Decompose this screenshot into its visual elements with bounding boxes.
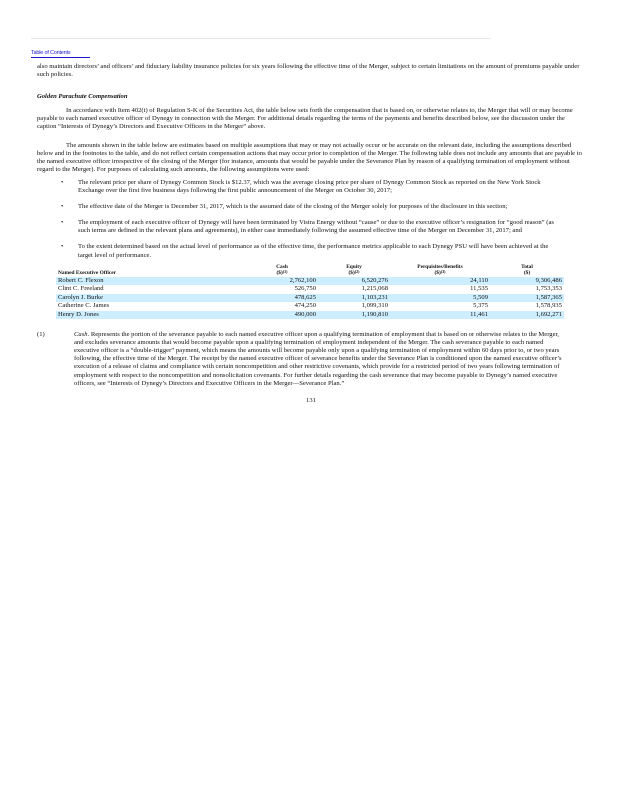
table-row [56,277,564,285]
intro-paragraph-2: The amounts shown in the table below are estimates based on multiple assumptions that may or may not actually occur or be accurate on the relevant date, including the assumptions described below and in the footnotes to the table, and do not reflect certain compensation actions that may occur prior to completion of the Merger. The following table does not include any amounts that are payable to the named executive officer irrespective of the closing of the Merger (for instance, amounts that would be payable under the Severance Plan by reason of a qualifying termination of employment without regard to the Merger). For purposes of calculating such amounts, the following assumptions were used: [37,141,582,173]
table-row [56,311,564,319]
table-row [56,285,564,293]
header-name: Named Executive Officer [58,269,117,276]
table-of-contents-link[interactable]: Table of Contents [31,50,90,58]
cash-value: 526,750 [294,285,316,293]
table-row [56,302,564,310]
golden-parachute-table [56,264,564,319]
equity-value: 1,099,310 [361,302,388,310]
header-cash: Cash ($)$^{(1)}$ [276,263,288,276]
footnote-number: (1) [37,331,45,339]
header-total: Total ($) [521,263,533,276]
equity-value: 6,520,276 [318,277,390,285]
perquisites-value: 24,110 [390,277,490,285]
total-value: 1,578,935 [535,302,562,310]
officer-name: Clint C. Freeland [58,285,104,293]
header-perquisites: Perquisites/Benefits ($)$^{(3)}$ [417,263,463,276]
perquisites-value: 11,535 [470,285,488,293]
table-header-row [56,264,564,277]
total-value: 1,753,353 [535,285,562,293]
header-equity: Equity ($)$^{(2)}$ [346,263,362,276]
perquisites-value: 5,375 [473,302,488,310]
officer-name: Henry D. Jones [56,311,246,319]
assumption-item: • The relevant price per share of Dynegy Common Stock is $12.37, which was the average closing price per share of Dynegy Common Stock as reported on the New York Stock Exchange over the first five business days following the first public announcement of the Merger on October 30, 2017; [61,178,541,195]
total-value: 1,587,365 [490,294,564,302]
page-number: 131 [306,396,316,404]
officer-name: Catherine C. James [58,302,110,310]
total-value: 1,692,271 [490,311,564,319]
perquisites-value: 5,509 [390,294,490,302]
table-row [56,294,564,302]
footnote-text: . Represents the portion of the severance payable to each named executive officer upon a qualifying termination of employment that is based on or otherwise relates to the Merger, and excludes severance amounts that would become payable upon a qualifying termination of employment independent of the Merger. The cash severance payable to each named executive officer is a “double-trigger” payment, which means the amounts will become payable only upon a qualifying termination of employment within 60 days prior to, or two years following, the effective time of the Merger. The receipt by the named executive officer of severance benefits under the Severance Plan is conditioned upon the named executive officer’s execution of a release of claims and compliance with certain noncompetition and other restrictive covenants, which provide for a restricted period of two years following termination of employment with respect to the noncompetition and nonsolicitation covenants. For further details regarding the cash severance that may become payable to Dynegy’s named executive officers, see “Interests of Dynegy’s Directors and Executive Officers in the Merger—Severance Plan.” [74,331,562,387]
cash-value: 478,625 [246,294,318,302]
officer-name: Robert C. Flexon [56,277,246,285]
cash-value: 474,250 [294,302,316,310]
section-heading: Golden Parachute Compensation [37,93,128,101]
equity-value: 1,103,231 [318,294,390,302]
assumption-item: • The employment of each executive officer of Dynegy will have been terminated by Vistra Energy without “cause” or due to the executive officer’s resignation for “good reason” (as such terms are defined in the relevant plans and agreements), in either case immediately following the assumed effective time of the Merger on December 31, 2017; and [61,219,554,235]
perquisites-value: 11,461 [390,311,490,319]
equity-value: 1,190,810 [318,311,390,319]
officer-name: Carolyn J. Burke [56,294,246,302]
continuation-paragraph: also maintain directors’ and officers’ and fiduciary liability insurance policies for six years following the effective time of the Merger, subject to certain limitations on the amount of premiums payable under such policies. [37,63,580,79]
assumptions-list [37,179,585,260]
intro-paragraph-1: In accordance with Item 402(t) of Regulation S-K of the Securities Act, the table below sets forth the compensation that is based on, or otherwise relates to, the Merger that will or may become payable to each named executive officer of Dynegy in connection with the Merger. For additional details regarding the terms of the payments and benefits described below, see the discussion under the caption “Interests of Dynegy’s Directors and Executive Officers in the Merger” above. [37,107,573,131]
bullet-icon: • [61,243,64,251]
equity-value: 1,215,068 [361,285,388,293]
assumption-item: • To the extent determined based on the actual level of performance as of the effective time, the performance metrics applicable to each Dynegy PSU will have been achieved at the target level of performance. [61,243,549,259]
footnote-1 [37,331,585,388]
document-page [37,63,585,405]
assumption-item: • The effective date of the Merger is December 31, 2017, which is the assumed date of the closing of the Merger solely for purposes of the disclosure in this section; [61,203,508,211]
footnote-title: Cash [74,331,88,339]
bullet-icon: • [61,178,64,186]
cash-value: 2,762,100 [246,277,318,285]
total-value: 9,306,486 [490,277,564,285]
bullet-icon: • [61,219,64,227]
top-divider [31,38,490,39]
cash-value: 490,000 [246,311,318,319]
bullet-icon: • [61,203,64,211]
